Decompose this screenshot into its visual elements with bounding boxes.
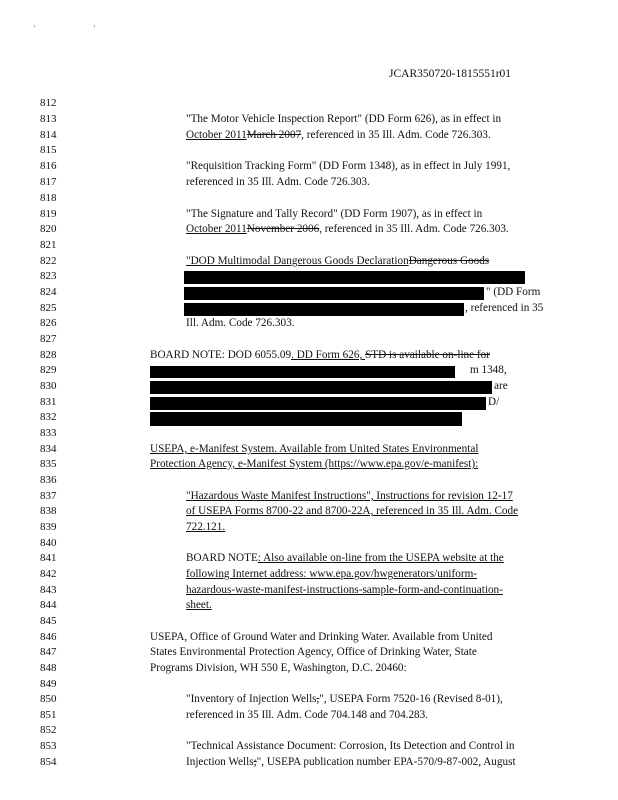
- line-number: 823: [40, 270, 57, 282]
- redaction-block: [184, 287, 484, 300]
- line-number: 851: [40, 709, 57, 721]
- line-number: 824: [40, 286, 57, 298]
- text-line: , referenced in 35: [465, 302, 544, 314]
- line-number: 820: [40, 223, 57, 235]
- margin-ticks: ' ': [34, 24, 123, 33]
- text-line: "Inventory of Injection Wells,", USEPA Form 7520-16 (Revised 8-01),: [186, 693, 503, 705]
- text-line: "The Motor Vehicle Inspection Report" (DD Form 626), as in effect in: [186, 113, 502, 125]
- line-number: 842: [40, 568, 57, 580]
- text-line: "Requisition Tracking Form" (DD Form 1348), as in effect in July 1991,: [186, 160, 511, 172]
- text-line: Protection Agency, e-Manifest System (https://www.epa.gov/e-manifest):: [150, 458, 479, 470]
- text-line: USEPA, e-Manifest System. Available from United States Environmental: [150, 443, 479, 455]
- text-line: October 2011November 2006, referenced in 35 Ill. Adm. Code 726.303.: [186, 223, 509, 235]
- text-line: D/: [488, 396, 500, 408]
- line-number: 846: [40, 631, 57, 643]
- text-line: Ill. Adm. Code 726.303.: [186, 317, 295, 329]
- deleted-text: November 2006: [246, 223, 320, 235]
- line-number: 812: [40, 97, 57, 109]
- inserted-text: . DD Form 626,: [291, 349, 366, 361]
- line-number: 815: [40, 144, 57, 156]
- line-number: 840: [40, 537, 57, 549]
- line-number: 835: [40, 458, 57, 470]
- line-number: 825: [40, 302, 57, 314]
- text-line: [186, 255, 489, 267]
- text-line: referenced in 35 Ill. Adm. Code 726.303.: [186, 176, 370, 188]
- line-number: 821: [40, 239, 57, 251]
- text-line: Programs Division, WH 550 E, Washington, D.C. 20460:: [150, 662, 407, 674]
- redaction-block: [150, 381, 492, 394]
- line-number: 844: [40, 599, 57, 611]
- line-number: 827: [40, 333, 57, 345]
- line-number: 833: [40, 427, 57, 439]
- line-number: 834: [40, 443, 57, 455]
- url-link[interactable]: sheet.: [186, 599, 212, 611]
- text-line: "The Signature and Tally Record" (DD Form 1907), as in effect in: [186, 208, 483, 220]
- inserted-text: "DOD Multimodal Dangerous Goods Declaration: [186, 255, 409, 267]
- line-number: 814: [40, 129, 57, 141]
- line-number: 828: [40, 349, 57, 361]
- deleted-text: March 2007: [246, 129, 302, 141]
- text-line: following Internet address: www.epa.gov/hwgenerators/uniform-: [186, 568, 478, 580]
- line-number: 813: [40, 113, 57, 125]
- line-number: 848: [40, 662, 57, 674]
- line-number: 831: [40, 396, 57, 408]
- deleted-text: ;: [253, 756, 257, 768]
- text-line: States Environmental Protection Agency, Office of Drinking Water, State: [150, 646, 477, 658]
- inserted-text: October 2011: [186, 129, 247, 141]
- text-line: of USEPA Forms 8700-22 and 8700-22A, referenced in 35 Ill. Adm. Code: [186, 505, 519, 517]
- line-number: 849: [40, 678, 57, 690]
- deleted-text: Dangerous Goods: [408, 255, 490, 267]
- text-line: "Hazardous Waste Manifest Instructions", Instructions for revision 12-17: [186, 490, 513, 502]
- url-link[interactable]: www.epa.gov/hwgenerators/uniform-: [309, 568, 478, 580]
- text-line: USEPA, Office of Ground Water and Drinking Water. Available from United: [150, 631, 493, 643]
- url-link[interactable]: hazardous-waste-manifest-instructions-sample-form-and-continuation-: [186, 584, 503, 596]
- line-number: 817: [40, 176, 57, 188]
- redaction-block: [184, 303, 464, 316]
- text-line: October 2011March 2007, referenced in 35 Ill. Adm. Code 726.303.: [186, 129, 491, 141]
- line-number: 836: [40, 474, 57, 486]
- line-number: 838: [40, 505, 57, 517]
- redaction-block: [150, 366, 455, 378]
- text-line: m 1348,: [470, 364, 507, 376]
- line-number: 841: [40, 552, 57, 564]
- line-number: 843: [40, 584, 57, 596]
- line-number: 837: [40, 490, 57, 502]
- line-number: 839: [40, 521, 57, 533]
- line-number: 816: [40, 160, 57, 172]
- text-line: "Technical Assistance Document: Corrosion, Its Detection and Control in: [186, 740, 515, 752]
- text-line: are: [494, 380, 508, 392]
- line-number: 826: [40, 317, 57, 329]
- line-number: 819: [40, 208, 57, 220]
- line-number: 854: [40, 756, 57, 768]
- inserted-text: October 2011: [186, 223, 247, 235]
- line-number: 829: [40, 364, 57, 376]
- line-number: 830: [40, 380, 57, 392]
- text-line: BOARD NOTE: Also available on-line from the USEPA website at the: [186, 552, 504, 564]
- line-number: 818: [40, 192, 57, 204]
- line-number: 852: [40, 724, 57, 736]
- text-line: " (DD Form: [486, 286, 541, 298]
- text-line: 722.121.: [186, 521, 226, 533]
- text-line: BOARD NOTE: DOD 6055.09. DD Form 626, STD is available on-line for: [150, 349, 490, 361]
- redaction-block: [150, 412, 462, 426]
- text-line: referenced in 35 Ill. Adm. Code 704.148 and 704.283.: [186, 709, 429, 721]
- line-number: 847: [40, 646, 57, 658]
- line-number: 845: [40, 615, 57, 627]
- line-number: 853: [40, 740, 57, 752]
- line-number: 850: [40, 693, 57, 705]
- text-line: Injection Wells;", USEPA publication number EPA-570/9-87-002, August: [186, 756, 516, 768]
- line-number: 822: [40, 255, 57, 267]
- redaction-block: [150, 397, 486, 410]
- line-number: 832: [40, 411, 57, 423]
- deleted-text: ,: [316, 693, 320, 705]
- redaction-block: [184, 271, 525, 284]
- deleted-text: STD is available on-line for: [365, 349, 490, 361]
- document-id: JCAR350720-1815551r01: [389, 68, 512, 80]
